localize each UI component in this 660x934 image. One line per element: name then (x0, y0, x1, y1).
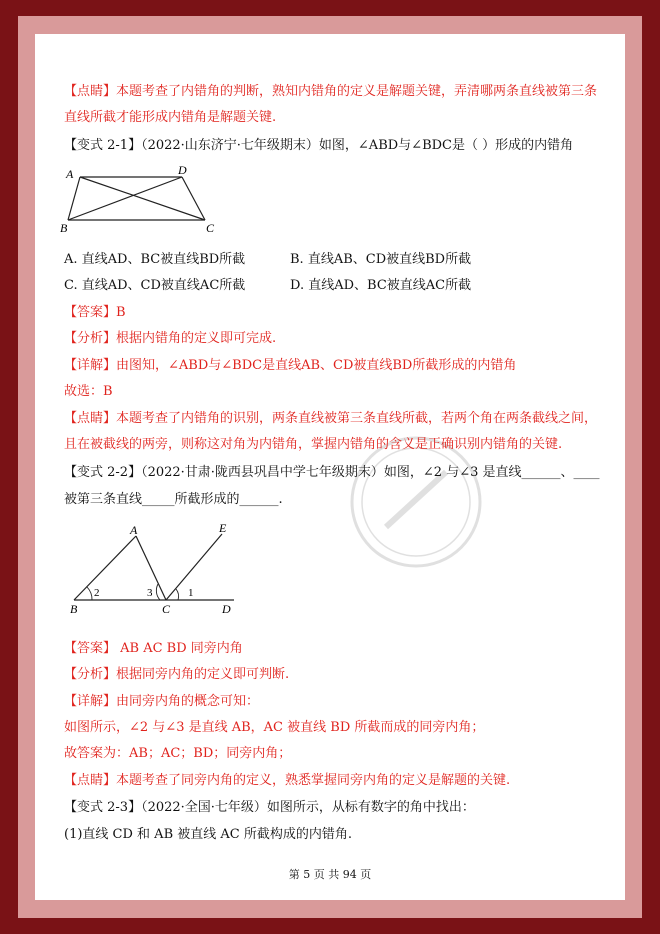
analysis-1: 【分析】根据内错角的定义即可完成. (64, 331, 277, 346)
option-d: D. 直线AD、BC被直线AC所截 (290, 278, 472, 293)
option-a: A. 直线AD、BC被直线BD所截 (64, 252, 246, 267)
fig1-label-b: B (60, 221, 68, 232)
fig2-label-b: B (70, 602, 78, 616)
note-1-line-2: 直线所截才能形成内错角是解题关键. (64, 110, 277, 125)
option-b: B. 直线AB、CD被直线BD所截 (290, 252, 472, 267)
fig1-label-a: A (66, 167, 74, 181)
figure-angles (64, 522, 244, 617)
fig2-angle-3: 3 (147, 587, 153, 599)
choice-1: 故选：B (64, 384, 113, 399)
variant-2-2-line-1: 【变式 2-2】（2022·甘肃·陇西县巩昌中学七年级期末）如图，∠2 与∠3 是直线______、____ (64, 465, 600, 480)
fig1-label-d: D (178, 163, 187, 177)
fig2-label-c: C (162, 602, 171, 616)
analysis-2: 【分析】根据同旁内角的定义即可判断. (64, 667, 290, 682)
note-2-line-2: 且在被截线的两旁，则称这对角为内错角，掌握内错角的含义是正确识别内错角的关键. (64, 437, 563, 452)
fig2-label-a: A (130, 523, 138, 537)
variant-2-3-question-1: (1)直线 CD 和 AB 被直线 AC 所截构成的内错角. (64, 827, 352, 842)
fig1-label-c: C (206, 221, 215, 232)
fig2-angle-1: 1 (188, 587, 194, 599)
page-footer: 第 5 页 共 94 页 (288, 868, 372, 881)
detail-2-line-2: 如图所示，∠2 与∠3 是直线 AB，AC 被直线 BD 所截而成的同旁内角； (64, 720, 485, 735)
note-2-line-1: 【点睛】本题考查了内错角的识别，两条直线被第三条直线所截，若两个角在两条截线之间， (64, 411, 598, 426)
figure-parallelogram (60, 162, 230, 232)
variant-2-3-title: 【变式 2-3】（2022·全国·七年级）如图所示，从标有数字的角中找出： (64, 800, 475, 815)
detail-1: 【详解】由图知，∠ABD与∠BDC是直线AB、CD被直线BD所截形成的内错角 (64, 358, 517, 373)
fig2-angle-2: 2 (94, 587, 100, 599)
detail-2-line-3: 故答案为：AB；AC；BD；同旁内角； (64, 746, 292, 761)
variant-2-2-line-2: 被第三条直线_____所截形成的______. (64, 492, 283, 507)
answer-2: 【答案】 AB AC BD 同旁内角 (64, 641, 243, 656)
variant-2-1-title: 【变式 2-1】（2022·山东济宁·七年级期末）如图，∠ABD与∠BDC是（ ）形成的内错角 (64, 138, 574, 153)
note-3: 【点睛】本题考查了同旁内角的定义，熟悉掌握同旁内角的定义是解题的关键. (64, 773, 511, 788)
fig2-label-e: E (219, 522, 227, 535)
fig2-label-d: D (222, 602, 231, 616)
option-c: C. 直线AD、CD被直线AC所截 (64, 278, 246, 293)
detail-2: 【详解】由同旁内角的概念可知： (64, 694, 260, 709)
answer-1: 【答案】B (64, 305, 126, 320)
note-1-line-1: 【点睛】本题考查了内错角的判断，熟知内错角的定义是解题关键，弄清哪两条直线被第三条 (64, 84, 598, 99)
